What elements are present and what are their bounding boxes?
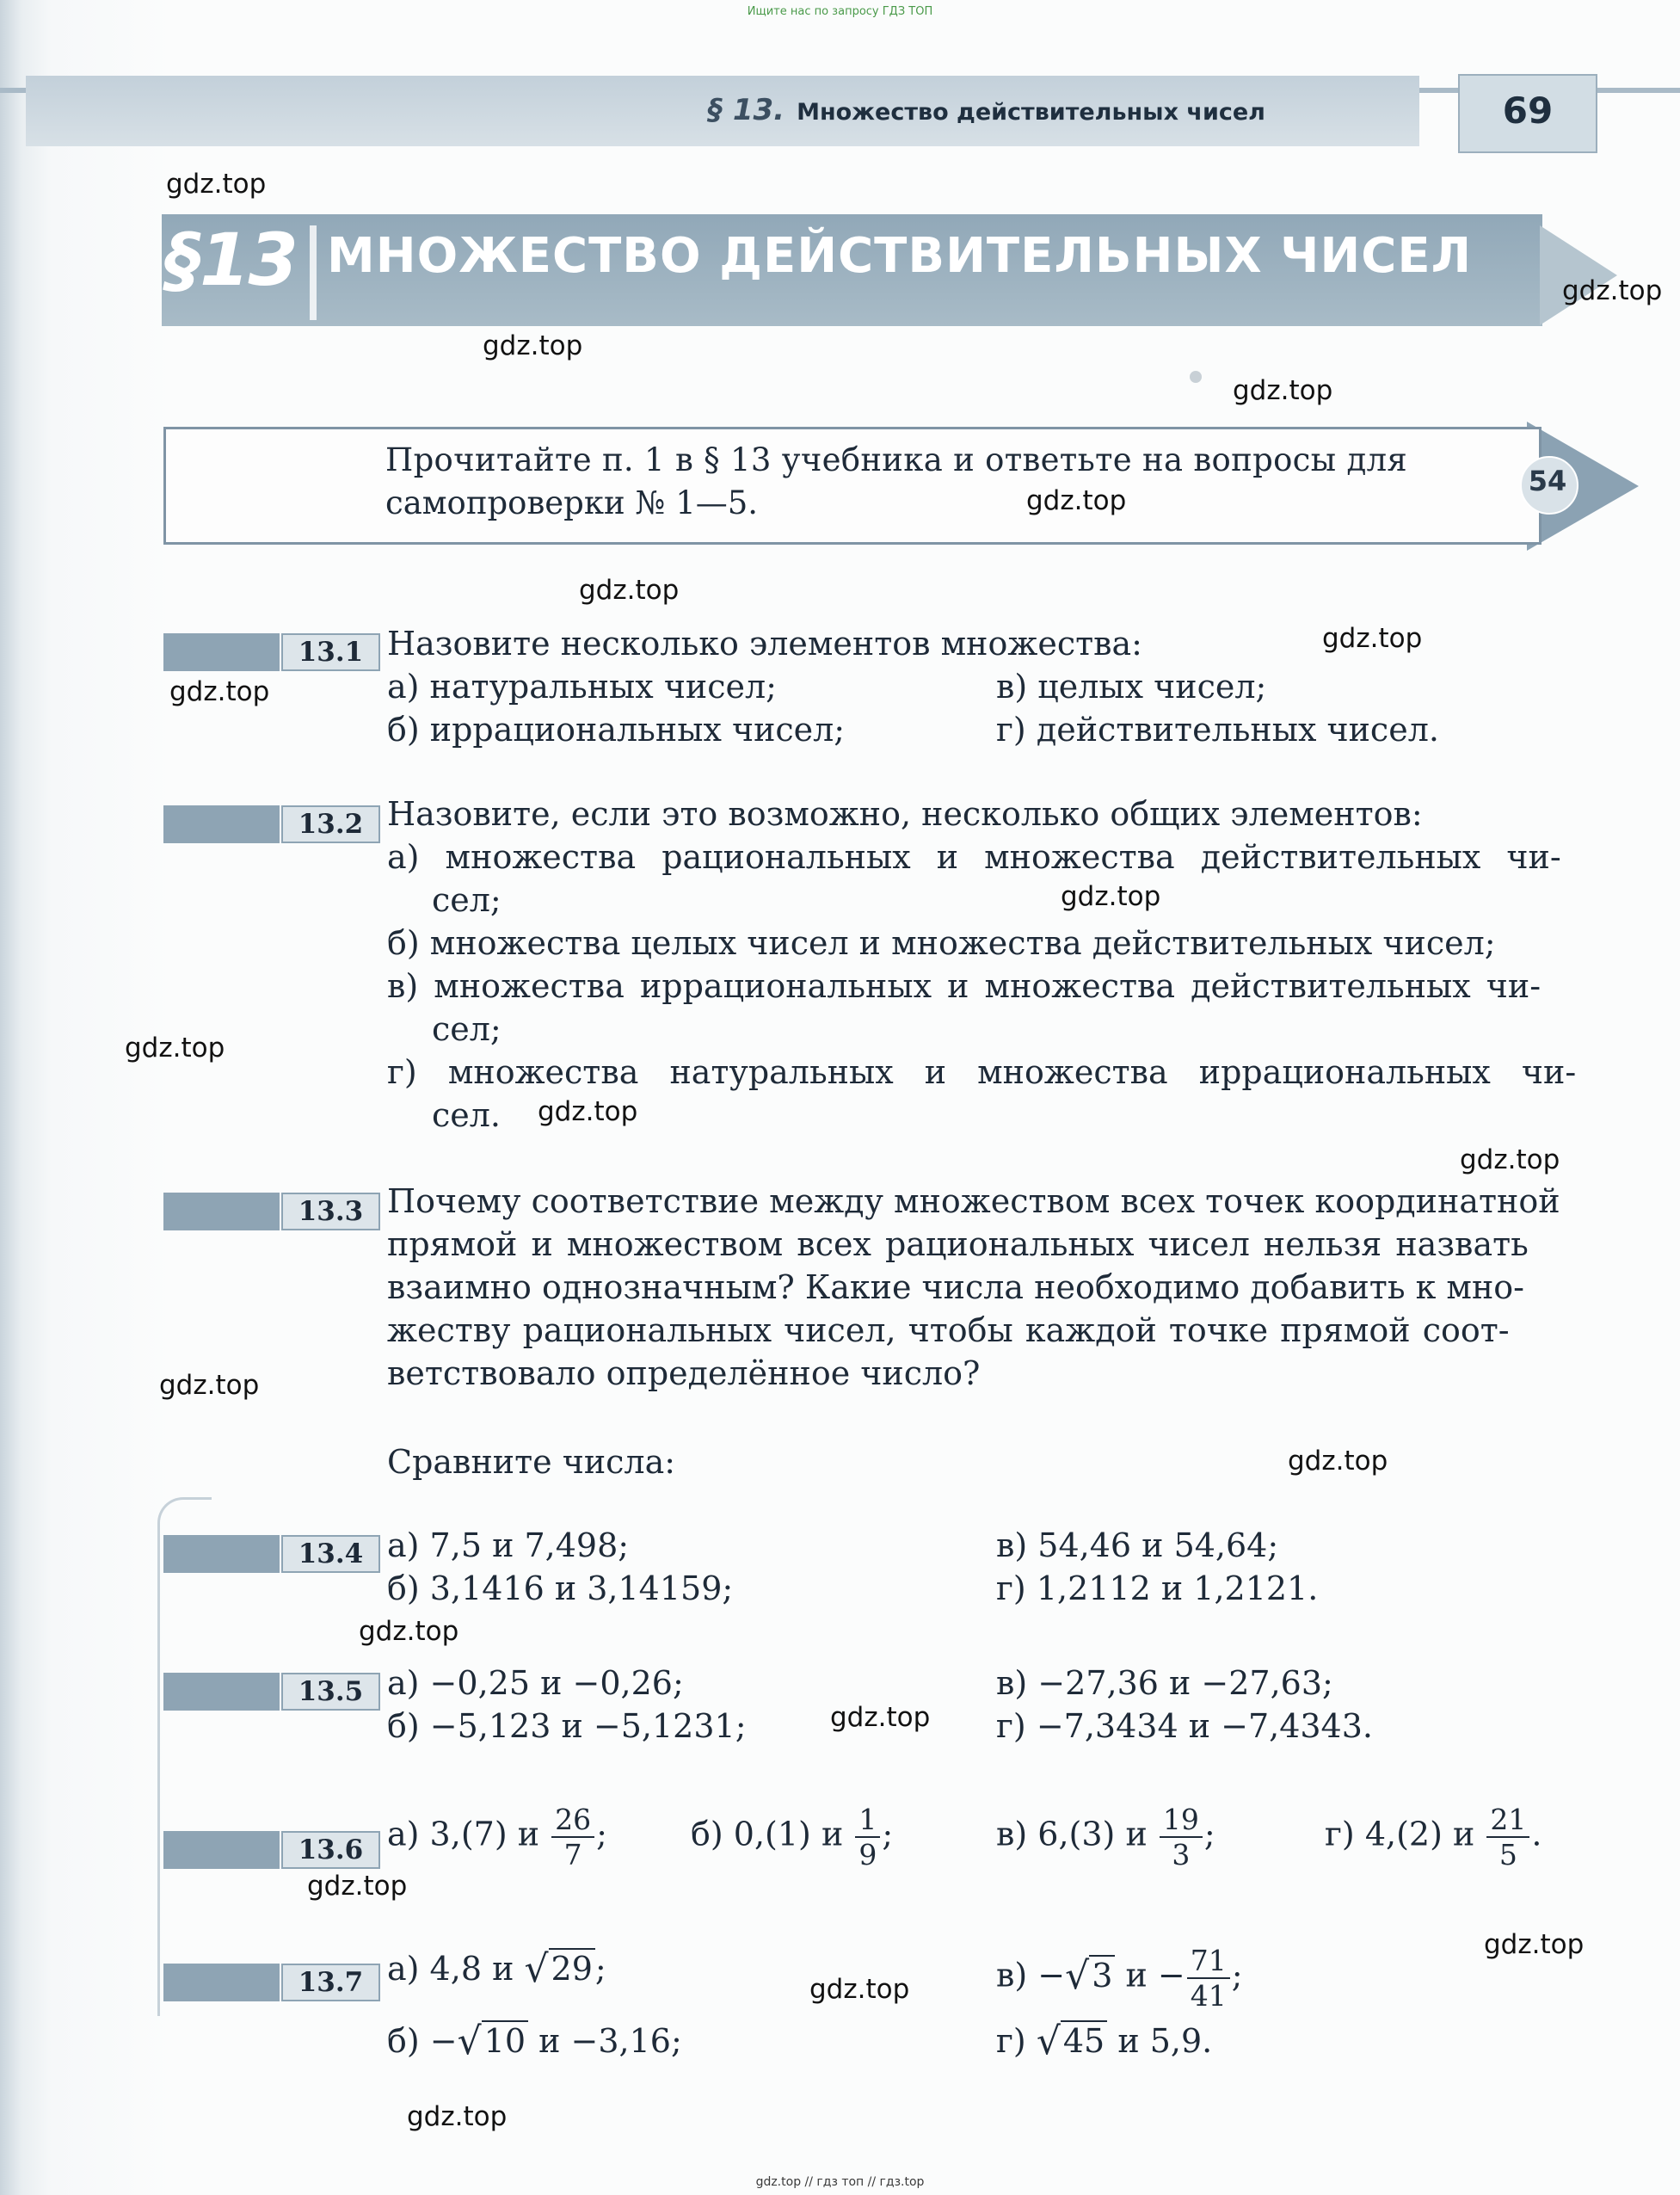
watermark: gdz.top [1233,375,1333,406]
exercise-bar [163,1964,280,2001]
radicand: 10 [482,2020,528,2060]
page-number: 69 [1502,89,1554,132]
exercise-item-cont: сел. [432,1096,501,1134]
chapter-section: §13 [165,218,297,302]
exercise-number: 13.4 [281,1535,380,1573]
item-punct: ; [882,1815,894,1853]
exercise-item: а) −0,25 и −0,26; [387,1664,684,1702]
decorative-dot [1190,371,1202,383]
numerator: 26 [551,1805,594,1838]
reference-page: 54 [1528,465,1567,497]
exercise-text: Почему соответствие между множеством всех точек координатной [387,1182,1560,1220]
exercise-item: а) множества рациональных и множества действительных чи- [387,838,1561,876]
compare-heading: Сравните числа: [387,1443,676,1481]
radical-icon: √ [1036,2019,1061,2063]
watermark: gdz.top [809,1974,910,2005]
item-text: и 5,9. [1117,2022,1213,2060]
exercise-number: 13.6 [281,1831,380,1869]
exercise-text: взаимно однозначным? Какие числа необходимо добавить к мно- [387,1268,1525,1306]
item-punct: ; [1203,1815,1215,1853]
exercise-item [1325,1805,1542,1869]
square-root [525,1946,595,1992]
exercise-item: г) множества натуральных и множества иррациональных чи- [387,1053,1577,1091]
exercise-bar [163,1193,280,1230]
fraction [1486,1805,1529,1869]
exercise-number: 13.2 [281,805,380,843]
exercise-bar [163,1831,280,1869]
item-text: а) 3,(7) и [387,1815,540,1853]
exercise-number: 13.3 [281,1193,380,1230]
watermark: gdz.top [1061,881,1161,912]
exercise-item: в) целых чисел; [996,668,1267,706]
exercise-text: Назовите, если это возможно, несколько общих элементов: [387,795,1423,833]
title-divider [310,225,317,320]
item-punct: ; [1231,1956,1243,1995]
denominator: 9 [858,1838,877,1871]
watermark: gdz.top [1562,275,1663,306]
watermark: gdz.top [1288,1446,1388,1477]
numerator: 19 [1160,1805,1203,1838]
chapter-title: МНОЖЕСТВО ДЕЙСТВИТЕЛЬНЫХ ЧИСЕЛ [327,228,1473,284]
item-text: б) − [387,2022,458,2060]
exercise-item: в) множества иррациональных и множества действительных чи- [387,967,1542,1005]
page-number-box [1458,74,1597,153]
watermark: gdz.top [169,676,270,707]
header-title: Множество действительных чисел [797,99,1265,126]
exercise-item [996,1944,1243,2013]
fraction [1187,1944,1230,2013]
radical-icon: √ [524,1947,549,1991]
exercise-item [996,1805,1215,1869]
watermark: gdz.top [166,169,267,200]
exercise-item: а) натуральных чисел; [387,668,777,706]
denominator: 41 [1190,1979,1227,2013]
exercise-item: б) −5,123 и −5,1231; [387,1707,747,1745]
exercise-item: б) множества целых чисел и множества действительных чисел; [387,924,1496,962]
item-text: г) 4,(2) и [1325,1815,1475,1853]
watermark: gdz.top [359,1616,459,1647]
exercise-item: б) 3,1416 и 3,14159; [387,1569,734,1607]
radicand: 29 [549,1948,595,1988]
exercise-item: в) 54,46 и 54,64; [996,1526,1279,1564]
numerator: 71 [1187,1946,1230,1979]
exercise-number: 13.5 [281,1673,380,1711]
running-header [708,93,1265,127]
exercise-item: в) −27,36 и −27,63; [996,1664,1333,1702]
header-section: § 13. [708,93,785,127]
denominator: 5 [1498,1838,1517,1871]
item-text: б) 0,(1) и [691,1815,844,1853]
watermark: gdz.top [159,1370,260,1401]
intro-line-2: самопроверки № 1—5. [385,484,759,521]
item-text: в) 6,(3) и [996,1815,1148,1853]
watermark: gdz.top [307,1871,408,1902]
item-text: и − [1125,1956,1185,1995]
watermark: gdz.top [1322,623,1423,654]
exercise-item: г) −7,3434 и −7,4343. [996,1707,1373,1745]
denominator: 7 [563,1838,582,1871]
exercise-bar [163,805,280,843]
intro-text [385,439,1495,525]
exercise-item: а) 7,5 и 7,498; [387,1526,630,1564]
fraction [551,1805,594,1869]
exercise-item [387,2019,682,2064]
watermark: gdz.top [483,330,583,361]
exercise-item [387,1946,606,1992]
exercise-bar [163,633,280,671]
radicand: 3 [1089,1955,1115,1995]
exercise-number: 13.1 [281,633,380,671]
square-root [458,2019,528,2064]
denominator: 3 [1172,1838,1191,1871]
exercise-bar [163,1673,280,1711]
watermark: gdz.top [1460,1144,1560,1175]
exercise-item: г) действительных чисел. [996,711,1439,749]
exercise-bar [163,1535,280,1573]
item-text: г) [996,2022,1026,2060]
item-punct: ; [594,1950,606,1988]
exercise-item-cont: сел; [432,881,502,919]
exercise-number: 13.7 [281,1964,380,2001]
item-text: а) 4,8 и [387,1950,514,1988]
watermark: gdz.top [1026,485,1127,516]
numerator: 21 [1486,1805,1529,1838]
item-text: и −3,16; [538,2022,682,2060]
radical-icon: √ [457,2019,482,2063]
watermark: gdz.top [407,2101,508,2132]
exercise-text: Назовите несколько элементов множества: [387,625,1142,663]
square-root [1065,1953,1115,1999]
bottom-note: gdz.top // гдз топ // гдз.top [755,2175,925,2189]
watermark: gdz.top [830,1702,931,1733]
exercise-item [691,1805,893,1869]
exercise-item [387,1805,607,1869]
item-punct: . [1531,1815,1542,1853]
square-root [1037,2019,1107,2064]
radicand: 45 [1061,2020,1107,2060]
watermark: gdz.top [1484,1929,1585,1960]
watermark: gdz.top [538,1096,638,1127]
item-punct: ; [596,1815,607,1853]
watermark: gdz.top [579,575,680,606]
watermark: gdz.top [125,1033,225,1064]
item-text: в) − [996,1956,1066,1995]
radical-icon: √ [1065,1953,1090,1998]
exercise-item: б) иррациональных чисел; [387,711,846,749]
exercise-text: прямой и множеством всех рациональных чисел нельзя назвать [387,1225,1529,1263]
top-note: Ищите нас по запросу ГДЗ ТОП [747,5,933,18]
exercise-item [996,2019,1212,2064]
exercise-text: жеству рациональных чисел, чтобы каждой точке прямой соот- [387,1311,1510,1349]
intro-line-1: Прочитайте п. 1 в § 13 учебника и ответьте на вопросы для [385,441,1408,478]
fraction [1160,1805,1203,1869]
fraction [855,1805,880,1869]
numerator: 1 [855,1805,880,1838]
exercise-text: ветствовало определённое число? [387,1354,981,1392]
exercise-item-cont: сел; [432,1010,502,1048]
exercise-item: г) 1,2112 и 1,2121. [996,1569,1319,1607]
group-bracket [157,1497,212,2016]
